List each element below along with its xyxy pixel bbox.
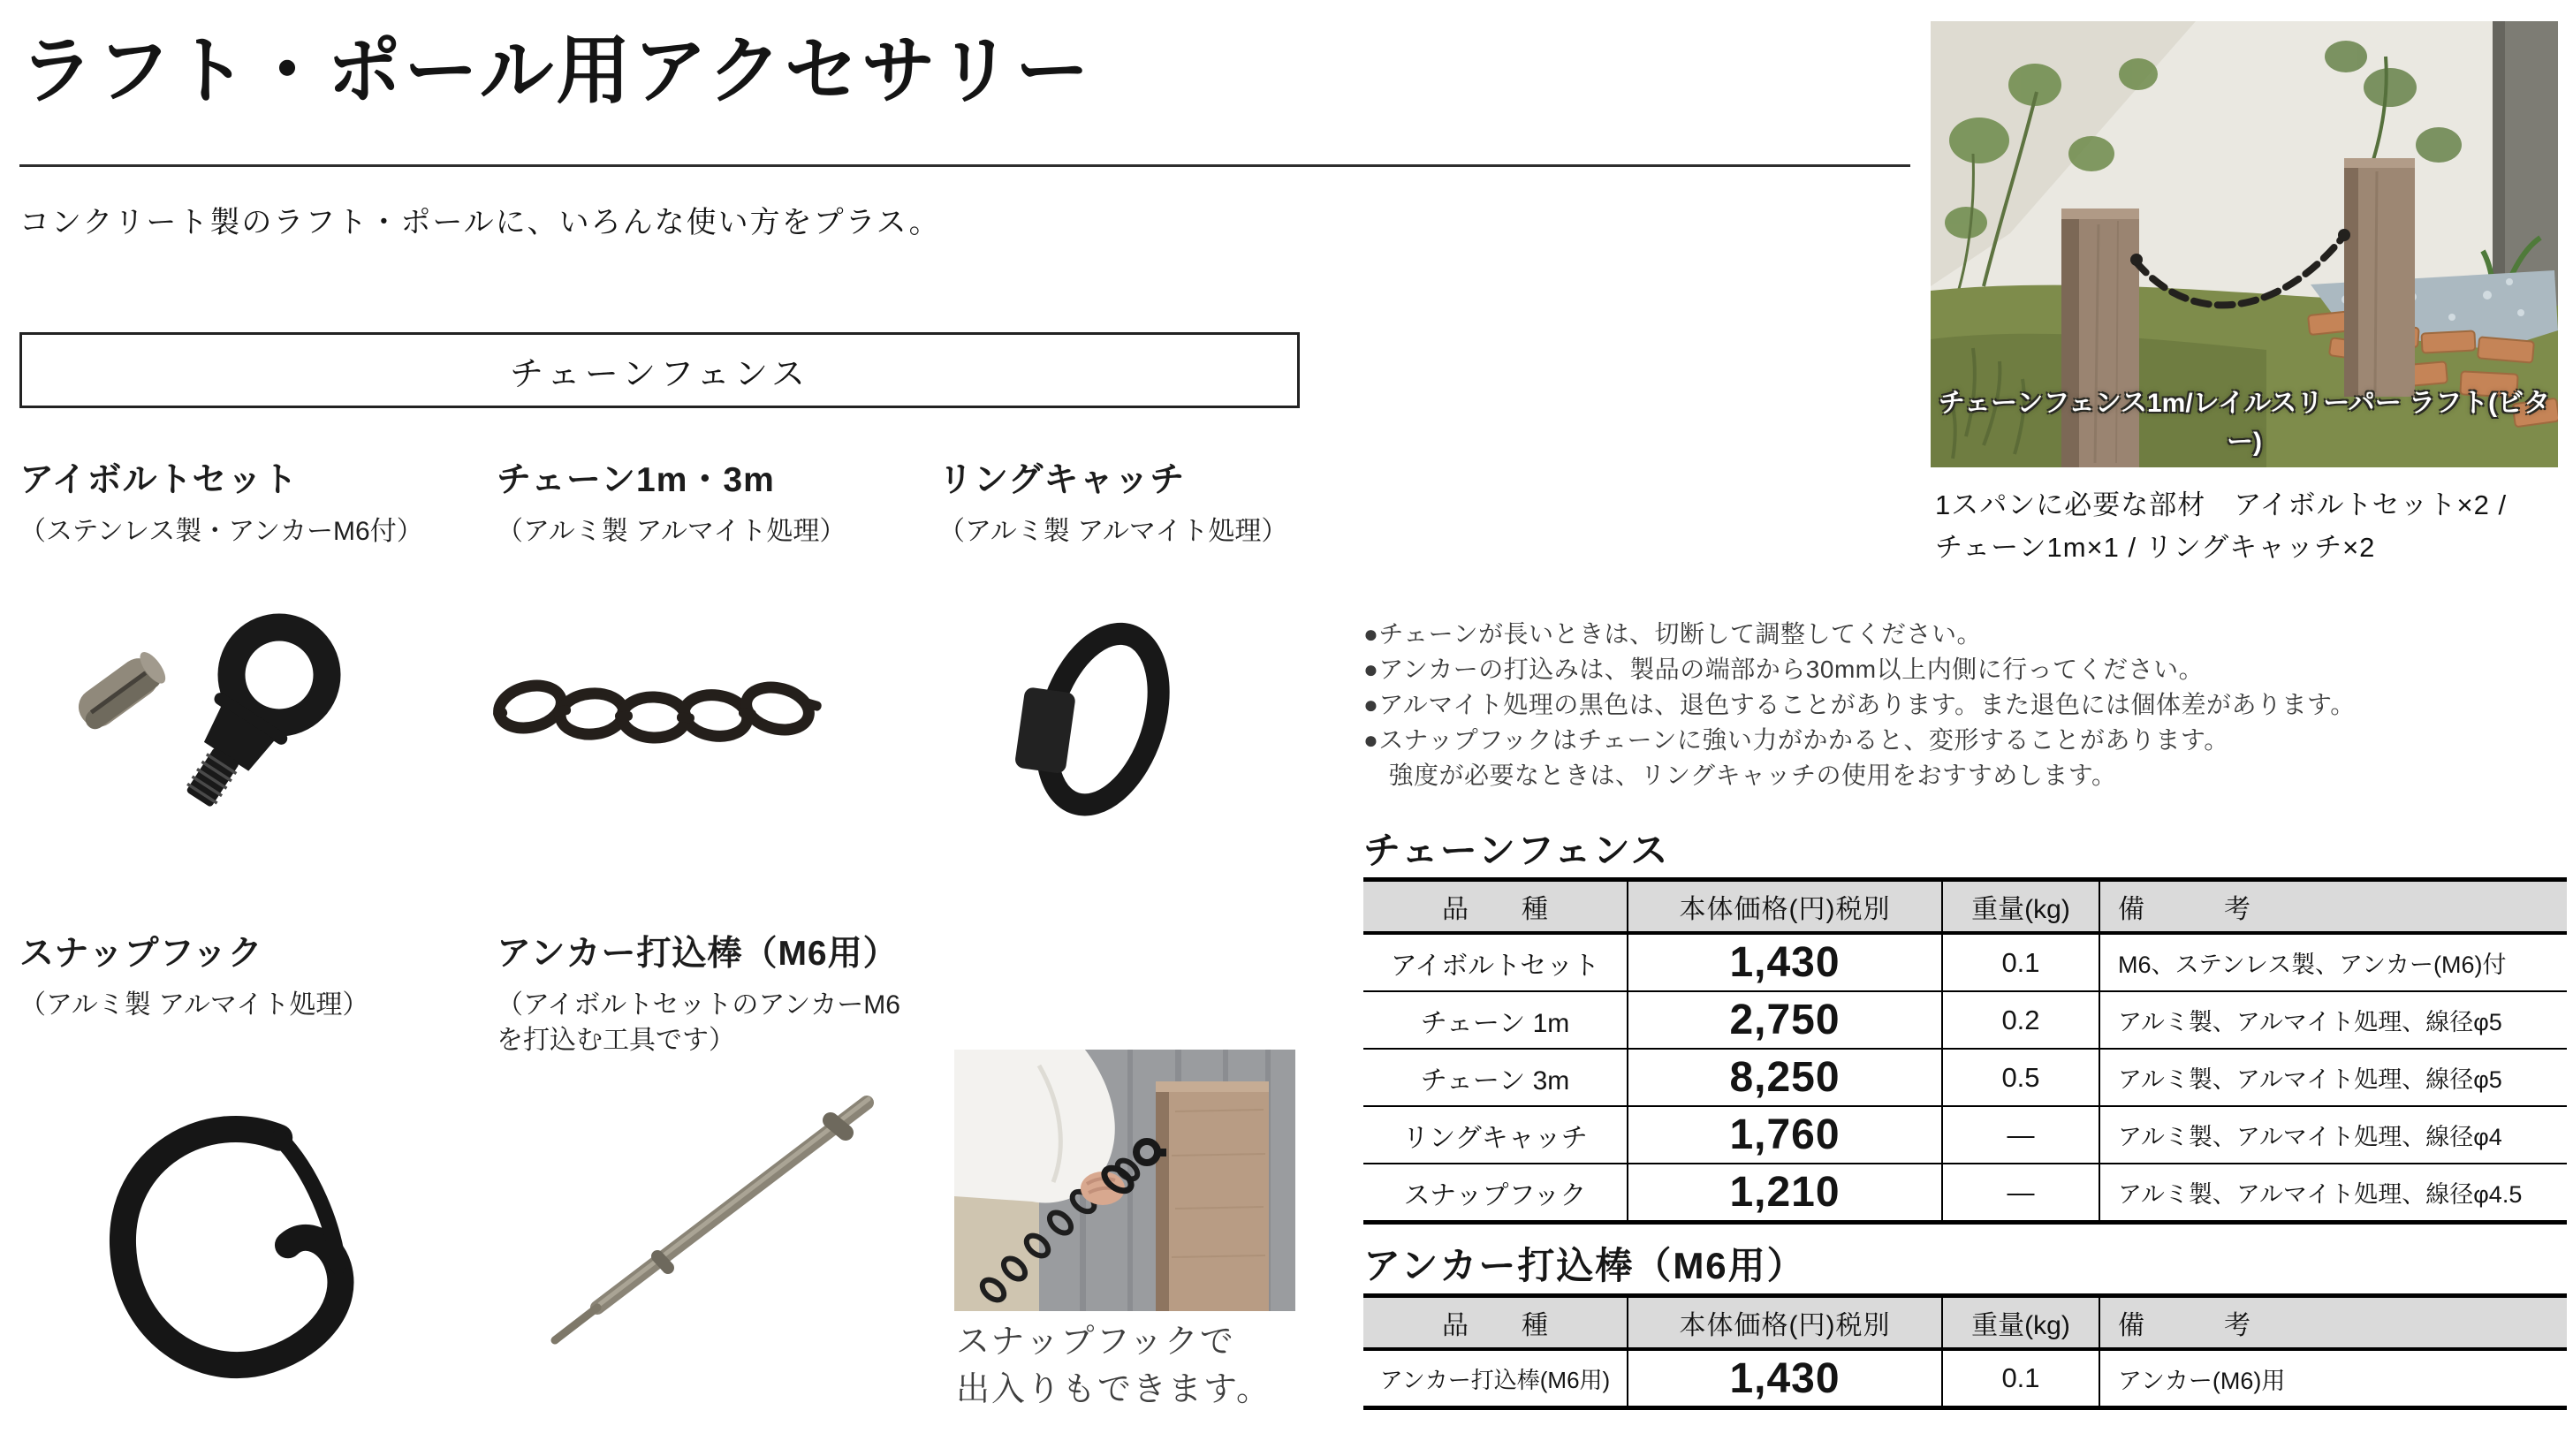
price-cell: 8,250 (1628, 1050, 1943, 1105)
table-row (1363, 1164, 2567, 1220)
title-divider (19, 164, 1910, 167)
note-item: ●アルマイト処理の黒色は、退色することがあります。また退色には個体差があります。 (1363, 691, 2356, 718)
weight-cell: ― (1943, 1107, 2100, 1163)
caption-line: スナップフックで (956, 1323, 1235, 1361)
note-item: ●スナップフックはチェーンに強い力がかかると、変形することがあります。 (1363, 726, 2229, 754)
product-spec: （アイボルトセットのアンカーM6を打込む工具です） (497, 990, 900, 1055)
product-anchor-rod (497, 926, 956, 1058)
table2-title: アンカー打込棒（M6用） (1363, 1245, 1806, 1286)
col-header-price: 本体価格(円)税別 (1628, 882, 1943, 931)
col-header-notes: 備 考 (2118, 1311, 2250, 1340)
product-ring-catch (938, 452, 1398, 550)
product-name: スナップフック (19, 935, 263, 973)
product-snap-hook (19, 926, 479, 1023)
span-parts-line: 1スパンに必要な部材 アイボルトセット×2 / (1935, 489, 2508, 520)
col-header-weight: 重量(kg) (1943, 882, 2100, 931)
table-row (1363, 1050, 2567, 1107)
table-row (1363, 992, 2567, 1050)
weight-cell: 0.2 (1943, 992, 2100, 1048)
page-title: ラフト・ポール用アクセサリー (19, 29, 1092, 112)
note-item: ●アンカーの打込みは、製品の端部から30mm以上内側に行ってください。 (1363, 656, 2205, 683)
weight-cell: 0.1 (1943, 1351, 2100, 1406)
item-cell: リングキャッチ (1363, 1107, 1628, 1163)
notes-list (1363, 617, 2356, 793)
table-row (1363, 935, 2567, 992)
snap-hook-usage-caption (956, 1318, 1271, 1414)
price-cell: 1,210 (1628, 1164, 1943, 1220)
note-item: ●チェーンが長いときは、切断して調整してください。 (1363, 620, 1983, 648)
note-item: 強度が必要なときは、リングキャッチの使用をおすすめします。 (1363, 762, 2117, 789)
note-cell: アルミ製、アルマイト処理、線径φ5 (2118, 1066, 2502, 1093)
weight-cell: 0.1 (1943, 935, 2100, 990)
weight-cell: ― (1943, 1164, 2100, 1220)
caption-line: 出入りもできます。 (956, 1371, 1271, 1408)
price-cell: 1,760 (1628, 1107, 1943, 1163)
product-name: アイボルトセット (19, 461, 299, 499)
photo-caption: チェーンフェンス1m/レイルスリーパー ラフト(ビター) (1938, 389, 2551, 457)
anchor-rod-price-table (1363, 1293, 2567, 1410)
chain-fence-photo (1931, 21, 2558, 467)
section-header-chain-fence (19, 332, 1300, 408)
note-cell: アルミ製、アルマイト処理、線径φ4 (2118, 1124, 2502, 1150)
col-header-weight: 重量(kg) (1943, 1298, 2100, 1347)
table-row (1363, 1107, 2567, 1164)
note-cell: アルミ製、アルマイト処理、線径φ5 (2118, 1009, 2502, 1035)
anchor-rod-image (484, 1076, 899, 1368)
note-cell: アンカー(M6)用 (2118, 1367, 2286, 1394)
snap-hook-usage-photo (954, 1050, 1295, 1311)
table-header-row (1363, 882, 2567, 935)
product-spec: （アルミ製 アルマイト処理） (938, 517, 1288, 546)
product-spec: （アルミ製 アルマイト処理） (497, 517, 846, 546)
product-spec: （ステンレス製・アンカーM6付） (19, 517, 423, 546)
note-cell: M6、ステンレス製、アンカー(M6)付 (2118, 952, 2507, 978)
table-header-row (1363, 1298, 2567, 1351)
product-name: チェーン1m・3m (497, 461, 775, 499)
item-cell: アンカー打込棒(M6用) (1363, 1351, 1628, 1406)
section-label: チェーンフェンス (509, 355, 810, 393)
price-cell: 1,430 (1628, 935, 1943, 990)
table1-title: チェーンフェンス (1363, 830, 1670, 871)
col-header-item: 品 種 (1363, 1298, 1628, 1347)
page-subtitle: コンクリート製のラフト・ポールに、いろんな使い方をプラス。 (19, 207, 941, 239)
chain-image (493, 664, 864, 753)
eyebolt-set-image (42, 599, 387, 807)
product-chain (497, 452, 956, 550)
item-cell: アイボルトセット (1363, 935, 1628, 990)
span-parts-line: チェーン1m×1 / リングキャッチ×2 (1935, 532, 2376, 563)
product-name: リングキャッチ (938, 461, 1186, 499)
price-cell: 1,430 (1628, 1351, 1943, 1406)
item-cell: チェーン 3m (1363, 1050, 1628, 1105)
item-cell: チェーン 1m (1363, 992, 1628, 1048)
table-row (1363, 1351, 2567, 1406)
product-name: アンカー打込棒（M6用） (497, 935, 899, 973)
col-header-notes: 備 考 (2118, 895, 2250, 924)
note-cell: アルミ製、アルマイト処理、線径φ4.5 (2118, 1181, 2523, 1208)
chain-fence-price-table (1363, 877, 2567, 1225)
col-header-price: 本体価格(円)税別 (1628, 1298, 1943, 1347)
span-parts-text (1935, 484, 2507, 569)
item-cell: スナップフック (1363, 1164, 1628, 1220)
weight-cell: 0.5 (1943, 1050, 2100, 1105)
col-header-item: 品 種 (1363, 882, 1628, 931)
product-eyebolt-set (19, 452, 479, 550)
snap-hook-image (72, 1103, 391, 1394)
price-cell: 2,750 (1628, 992, 1943, 1048)
ring-catch-image (991, 611, 1212, 832)
product-spec: （アルミ製 アルマイト処理） (19, 990, 369, 1020)
